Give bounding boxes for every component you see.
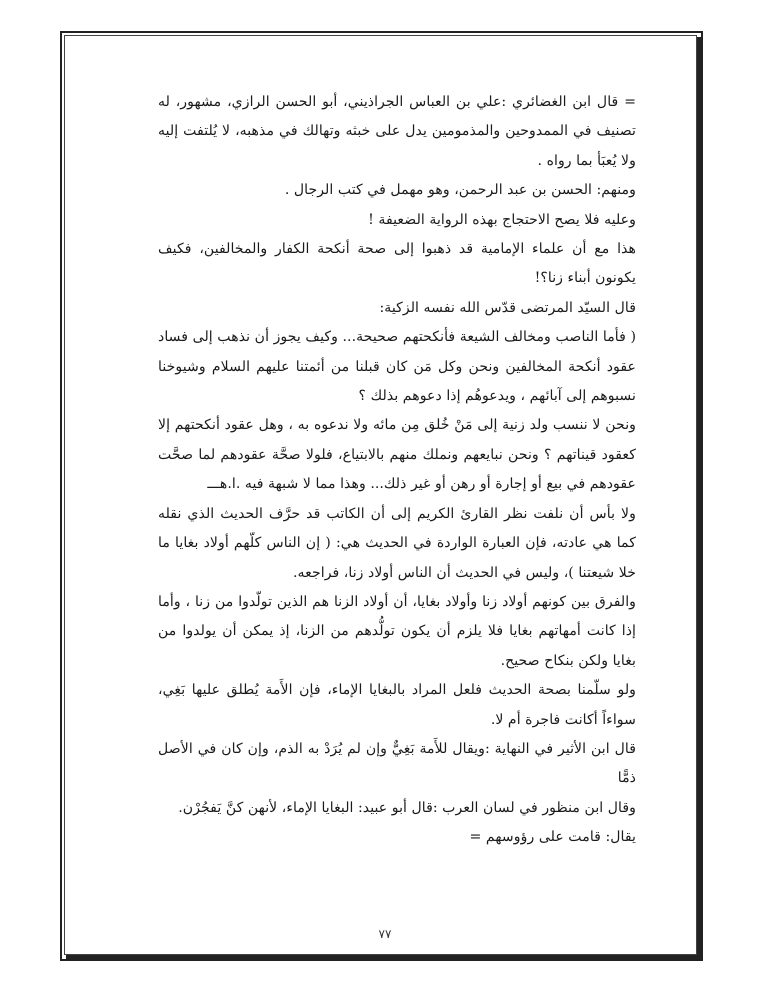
paragraph-sayyid-murtada: قال السيّد المرتضى قدّس الله نفسه الزكية: xyxy=(379,299,636,316)
paragraph-weak-narration: وعليه فلا يصح الاحتجاج بهذه الرواية الضعيفة ! xyxy=(368,211,636,228)
paragraph-quote-nasib: ( فأما الناصب ومخالف الشيعة فأنكحتهم صحيحة... وكيف يجوز أن نذهب إلى فساد عقود أنكحة المخالفين ونحن وكل مَن كان قبلنا من أئمتنا عليهم السلام وشيوخنا نسبوهم إلى آبائهم ، ويدعوهُم إذا دعوهم بذلك ؟ xyxy=(158,329,636,405)
paragraph-bondwomen: ولو سلّمنا بصحة الحديث فلعل المراد بالبغايا الإماء، فإن الأَمة يُطلق عليها بَغِي، سواءاً أكانت فاجرة أم لا. xyxy=(158,682,636,728)
paragraph-difference: والفرق بين كونهم أولاد زنا وأولاد بغايا، أن أولاد الزنا هم الذين تولّدوا من زنا ، وأما إذا كانت أمهاتهم بغايا فلا يلزم أن يكون تولُّدهم من الزنا، إذ يمكن أن يولدوا من بغايا ولكن بنكاح صحيح. xyxy=(158,593,636,669)
paragraph-quote-continued: ونحن لا ننسب ولد زنية إلى مَنْ خُلق مِن مائه ولا ندعوه به ، وهل عقود أنكحتهم إلا كعقود قيناتهم ؟ ونحن نبايعهم ونملك منهم بالابتياع، فلولا صحَّة عقودهم لما صحَّت عقودهم في بيع أو إجارة أو رهن أو غير ذلك... وهذا مما لا شبهة فيه .ا.هـــ xyxy=(158,417,636,493)
paragraph-hasan-ibn-abd-rahman: ومنهم: الحسن بن عبد الرحمن، وهو مهمل في كتب الرجال . xyxy=(284,182,636,199)
page-number: ٧٧ xyxy=(378,927,392,941)
paragraph-ibn-ghadairi: = قال ابن الغضائري :علي بن العباس الجراذيني، أبو الحسن الرازي، مشهور، له تصنيف في الممدوحين والمذمومين يدل على خبثه وتهالك في مذهبه، لا يُلتفت إليه ولا يُعبَأ بما رواه . xyxy=(158,94,636,169)
paragraph-ibn-manzur: وقال ابن منظور في لسان العرب :قال أبو عبيد: البغايا الإماء، لأنهن كنَّ يَفجُرْن. xyxy=(178,799,636,816)
paragraph-ibn-athir: قال ابن الأثير في النهاية :ويقال للأَمة بَغِيٌّ وإن لم يُرَدْ به الذم، وإن كان في الأصل ذمًّا xyxy=(158,740,636,787)
paragraph-continuation: يقال: قامت على رؤوسهم = xyxy=(469,829,636,846)
paragraph-altered-hadith: ولا بأس أن نلفت نظر القارئ الكريم إلى أن الكاتب قد حرَّف الحديث الذي نقله كما هي عادته، فإن العبارة الواردة في الحديث هي: ( إن الناس كلّهم أولاد بغايا ما خلا شيعتنا )، وليس في الحديث أن الناس أولاد زنا، فراجعه. xyxy=(158,505,636,581)
page-body xyxy=(158,88,636,853)
paragraph-imamiya-scholars: هذا مع أن علماء الإمامية قد ذهبوا إلى صحة أنكحة الكفار والمخالفين، فكيف يكونون أبناء زنا؟! xyxy=(158,241,636,287)
